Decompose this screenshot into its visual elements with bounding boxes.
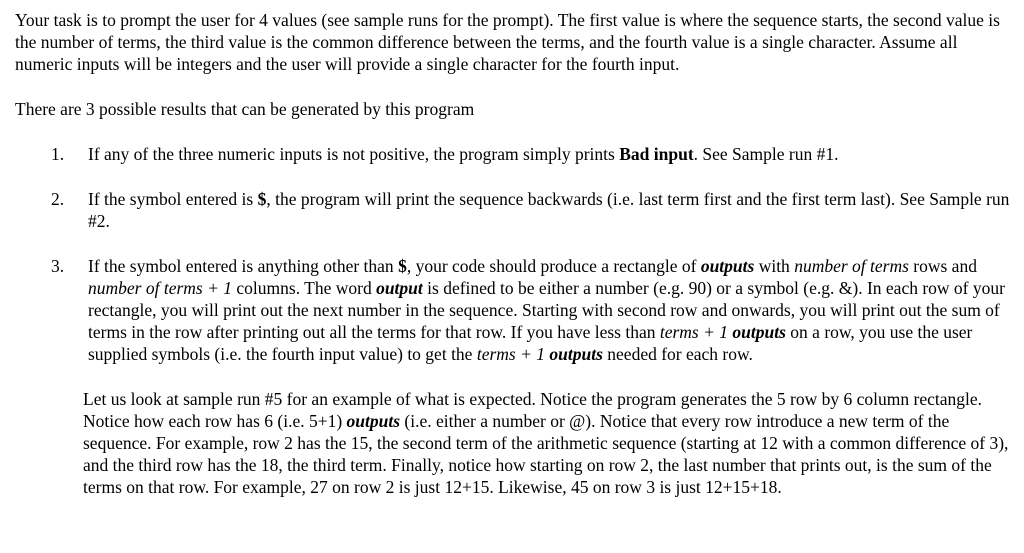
result-item-1: [15, 143, 1010, 165]
item-text: , the program will print the sequence backwards (i.e. last term first and the first term last). See Sample run #2.: [88, 189, 1010, 231]
results-list: [15, 143, 1010, 365]
emphasis-terms-plus-one: terms + 1: [476, 344, 546, 364]
bad-input-label: Bad input: [619, 144, 694, 164]
assignment-document: [15, 9, 1010, 498]
item-text: is defined to be either a number (e.g. 90) or a symbol (e.g. &). In each row of your rectangle, you will print out the next number in the sequence. Starting with second row and onwards, you will print out the sum of terms in the row after printing out all the terms for that row. If you have less than: [88, 278, 1005, 342]
result-item-3: [15, 255, 1010, 365]
example-text: Let us look at sample run #5 for an example of what is expected. Notice the program generates the 5 row by 6 column rectangle. Notice how each row has 6 (i.e. 5+1): [83, 389, 983, 431]
item-text: . See Sample run #1.: [693, 144, 839, 164]
emphasis-outputs: outputs: [732, 322, 786, 342]
example-paragraph: [83, 388, 1010, 498]
item-text: If the symbol entered is: [88, 189, 258, 209]
item-text: , your code should produce a rectangle of: [406, 256, 701, 276]
item-text: needed for each row.: [602, 344, 753, 364]
item-number: 1.: [51, 144, 65, 164]
item-text: on a row, you use the user supplied symbols (i.e. the fourth input value) to get the: [88, 322, 973, 364]
emphasis-outputs: outputs: [700, 256, 755, 276]
result-item-2: [15, 188, 1010, 232]
emphasis-outputs: outputs: [549, 344, 603, 364]
dollar-symbol: $: [398, 256, 407, 276]
emphasis-number-of-terms: number of terms: [794, 256, 909, 276]
item-text: If any of the three numeric inputs is not positive, the program simply prints: [88, 144, 620, 164]
example-text: (i.e. either a number or @). Notice that every row introduce a new term of the sequence. For example, row 2 has the 15, the second term of the arithmetic sequence (starting at 12 with a common difference of 3), and the third row has the 18, the third term. Finally, notice how starting on row 2, the last number that prints out, is the sum of the terms on that row. For example, 27 on row 2 is just 12+15. Likewise, 45 on row 3 is just 12+15+18.: [83, 411, 1009, 497]
emphasis-output: output: [376, 278, 423, 298]
intro-paragraph: Your task is to prompt the user for 4 values (see sample runs for the prompt). The first value is where the sequence starts, the second value is the number of terms, the third value is the common difference between the terms, and the fourth value is a single character. Assume all numeric inputs will be integers and the user will provide a single character for the fourth input.: [15, 10, 1000, 74]
item-text: columns. The word: [232, 278, 377, 298]
emphasis-terms-plus-one: terms + 1: [659, 322, 729, 342]
item-number: 2.: [51, 189, 65, 209]
item-number: 3.: [51, 256, 65, 276]
item-text: with: [754, 256, 795, 276]
dollar-symbol: $: [257, 189, 267, 209]
item-text: rows and: [908, 256, 977, 276]
item-text: If the symbol entered is anything other than: [88, 256, 399, 276]
emphasis-number-of-terms-plus-one: number of terms + 1: [88, 278, 233, 298]
emphasis-outputs: outputs: [346, 411, 401, 431]
results-lead: There are 3 possible results that can be generated by this program: [15, 99, 475, 119]
